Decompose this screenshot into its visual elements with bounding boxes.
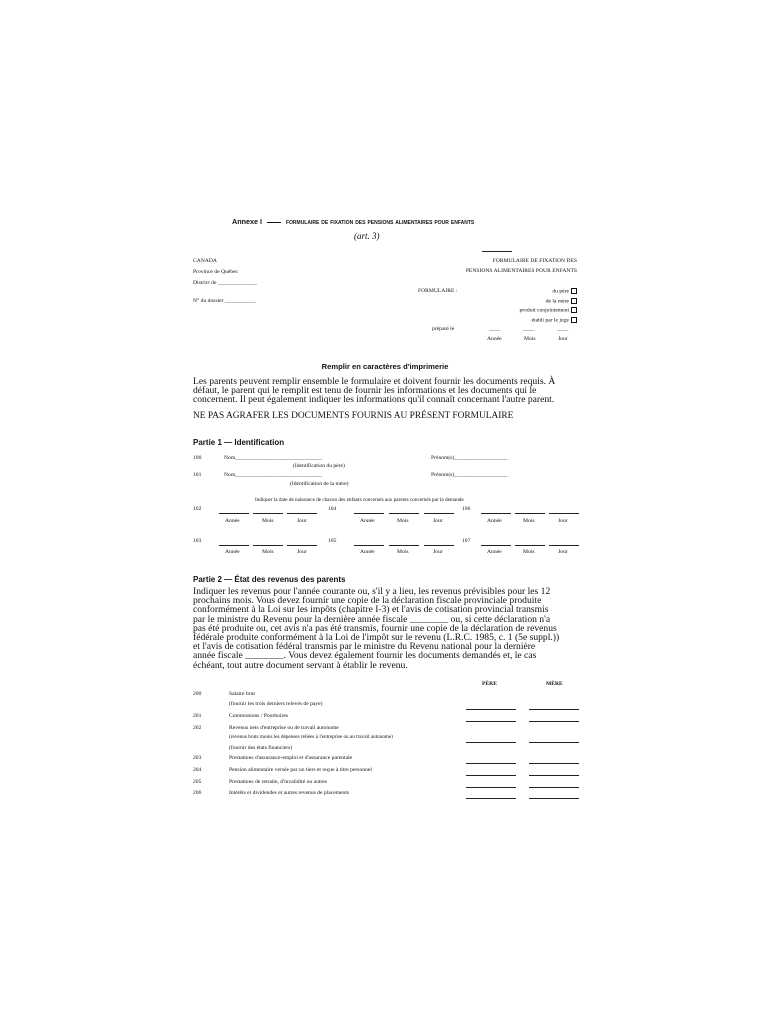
- date-label-year: Année: [225, 518, 240, 524]
- date-label-month: Mois: [523, 549, 535, 555]
- mother-caption: (Identification de la mère): [290, 481, 349, 487]
- income-row-label: (revenus bruts moins les dépenses reliées à l'entreprise ou au travail autonome): [229, 734, 393, 740]
- income-201-father-line[interactable]: [466, 721, 516, 722]
- income-200-father-line[interactable]: [466, 709, 516, 710]
- child3-day-line[interactable]: [549, 513, 579, 514]
- income-202-father-line[interactable]: [466, 742, 516, 743]
- prepared-day-label: Jour: [558, 336, 568, 342]
- part2-line: conformément à la Loi sur les impôts (chapitre I-3) et l'avis de cotisation provincial transmis: [193, 604, 549, 616]
- father-firstname-field[interactable]: Prénom(s)___________________: [431, 455, 508, 461]
- checkbox-icon[interactable]: [571, 307, 577, 313]
- province-label: Province de Québec: [193, 269, 239, 275]
- annex-title: [232, 217, 474, 226]
- code-206: 206: [193, 790, 202, 796]
- part2-line: par le ministre du Revenu pour la dernière année fiscale ________ ou, si cette déclaration n'a: [193, 613, 551, 625]
- country-label: CANADA: [193, 258, 217, 264]
- child5-day-line[interactable]: [424, 545, 454, 546]
- child3-year-line[interactable]: [481, 513, 511, 514]
- income-205-father-line[interactable]: [466, 787, 516, 788]
- checkbox-icon[interactable]: [571, 288, 577, 294]
- income-row-label: Pension alimentaire versée par un tiers et reçue à titre personnel: [229, 767, 372, 773]
- dossier-number-field[interactable]: N° du dossier ___________: [193, 298, 256, 304]
- prepared-day-blank[interactable]: ____: [557, 326, 569, 332]
- code-106: 106: [462, 506, 471, 512]
- code-103: 103: [193, 538, 202, 544]
- part2-line: pas été produite ou, cet avis n'a pas été transmis, fournir une copie de la déclaration de revenus: [193, 622, 557, 634]
- part1-heading: Partie 1 — Identification: [193, 438, 285, 447]
- part2-line: Indiquer les revenus pour l'année courante ou, s'il y a lieu, les revenus prévisibles pour les 12: [193, 586, 551, 597]
- code-202: 202: [193, 725, 202, 731]
- child1-day-line[interactable]: [287, 513, 317, 514]
- income-row-label: Prestations de retraite, d'invalidité ou autres: [229, 779, 327, 785]
- income-206-father-line[interactable]: [466, 798, 516, 799]
- income-row-label: Salaire brut: [229, 691, 255, 697]
- date-label-day: Jour: [433, 549, 443, 555]
- annex-label: Annexe I: [232, 217, 262, 226]
- child4-month-line[interactable]: [253, 545, 283, 546]
- option-father-label: du père: [552, 288, 569, 295]
- date-label-day: Jour: [297, 549, 307, 555]
- instructions-line: concernent. Il peut également indiquer les informations qu'il connaît concernant l'autre parent.: [193, 394, 555, 406]
- date-label-year: Année: [360, 518, 375, 524]
- instructions-heading: Remplir en caractères d'imprimerie: [321, 362, 449, 371]
- mother-firstname-field[interactable]: Prénom(s)___________________: [431, 472, 508, 478]
- header-rule: [482, 251, 512, 252]
- option-joint-label: produit conjointement: [519, 307, 569, 314]
- income-row-label: (fournir les trois derniers relevés de paye): [229, 701, 323, 707]
- child5-month-line[interactable]: [389, 545, 419, 546]
- code-107: 107: [462, 538, 471, 544]
- part2-line: échéant, tout autre document servant à établir le revenu.: [193, 659, 408, 671]
- income-row-label: (fournir des états financiers): [229, 745, 293, 751]
- child6-year-line[interactable]: [481, 545, 511, 546]
- child4-year-line[interactable]: [219, 545, 249, 546]
- formulaire-label: FORMULAIRE :: [418, 288, 458, 294]
- child2-day-line[interactable]: [424, 513, 454, 514]
- child2-month-line[interactable]: [389, 513, 419, 514]
- date-label-year: Année: [487, 518, 502, 524]
- part2-line: année fiscale ________. Vous devez également fournir les documents demandés et, le cas: [193, 650, 537, 662]
- date-label-day: Jour: [558, 549, 568, 555]
- option-judge-label: établi par le juge: [531, 317, 569, 324]
- instructions-text: [193, 377, 577, 405]
- part2-text: [193, 587, 577, 670]
- income-row-label: Intérêts et dividendes et autres revenus de placements: [229, 790, 350, 796]
- date-label-day: Jour: [433, 518, 443, 524]
- option-mother-label: de la mère: [545, 298, 569, 305]
- option-father[interactable]: [552, 288, 577, 294]
- income-202-mother-line[interactable]: [529, 742, 579, 743]
- date-label-month: Mois: [523, 518, 535, 524]
- code-205: 205: [193, 779, 202, 785]
- income-204-father-line[interactable]: [466, 775, 516, 776]
- title-dash: [267, 222, 281, 223]
- date-label-day: Jour: [558, 518, 568, 524]
- column-father: PÈRE: [482, 681, 497, 687]
- income-205-mother-line[interactable]: [529, 787, 579, 788]
- birthdates-instruction: Indiquer la date de naissance de chacun des enfants concernés aux parents concernés par la demande: [255, 497, 464, 503]
- checkbox-icon[interactable]: [571, 298, 577, 304]
- date-label-day: Jour: [297, 518, 307, 524]
- child6-month-line[interactable]: [515, 545, 545, 546]
- form-title: formulaire de fixation des pensions alimentaires pour enfants: [285, 217, 475, 226]
- income-203-mother-line[interactable]: [529, 763, 579, 764]
- father-name-field[interactable]: Nom_______________________________: [224, 455, 322, 461]
- option-judge[interactable]: [532, 317, 577, 323]
- date-label-year: Année: [225, 549, 240, 555]
- no-staple-warning: NE PAS AGRAFER LES DOCUMENTS FOURNIS AU PRÉSENT FORMULAIRE: [193, 411, 514, 421]
- child6-day-line[interactable]: [549, 545, 579, 546]
- income-row-label: Commissions / Pourboires: [229, 713, 289, 719]
- child1-year-line[interactable]: [219, 513, 249, 514]
- checkbox-icon[interactable]: [571, 317, 577, 323]
- father-caption: (Identification du père): [293, 463, 345, 469]
- mother-name-field[interactable]: Nom_______________________________: [224, 472, 322, 478]
- date-label-month: Mois: [262, 549, 274, 555]
- income-203-father-line[interactable]: [466, 763, 516, 764]
- code-203: 203: [193, 755, 202, 761]
- code-105: 105: [328, 538, 337, 544]
- part2-line: prochains mois. Vous devez fournir une copie de la déclaration fiscale provinciale produite: [193, 595, 542, 607]
- child3-month-line[interactable]: [515, 513, 545, 514]
- part2-line: et l'avis de cotisation fédéral transmis par le ministre du Revenu national pour la dernière: [193, 641, 536, 653]
- income-201-mother-line[interactable]: [529, 721, 579, 722]
- prepared-month-blank[interactable]: ____: [523, 326, 535, 332]
- prepared-year-label: Année: [487, 336, 502, 342]
- date-label-year: Année: [487, 549, 502, 555]
- income-200-mother-line[interactable]: [529, 709, 579, 710]
- form-name-line-1: FORMULAIRE DE FIXATION DES: [492, 258, 577, 264]
- code-102: 102: [193, 506, 202, 512]
- form-name-line-2: PENSIONS ALIMENTAIRES POUR ENFANTS: [465, 268, 577, 274]
- child1-month-line[interactable]: [253, 513, 283, 514]
- child4-day-line[interactable]: [287, 545, 317, 546]
- article-ref: (art. 3): [354, 231, 380, 241]
- income-206-mother-line[interactable]: [529, 798, 579, 799]
- income-row-label: Prestations d'assurance-emploi et d'assurance parentale: [229, 755, 353, 761]
- part2-line: fédérale produite conformément à la Loi de l'impôt sur le revenu (L.R.C. 1985, c. 1 (5e suppl.)): [193, 632, 560, 644]
- child5-year-line[interactable]: [354, 545, 384, 546]
- instructions-line: défaut, le parent qui le remplit est tenu de fournir les informations et les documents qui le: [193, 385, 537, 397]
- column-mother: MÈRE: [546, 681, 563, 687]
- district-field[interactable]: District de ______________: [193, 280, 258, 286]
- code-201: 201: [193, 713, 202, 719]
- code-100: 100: [193, 455, 202, 461]
- income-204-mother-line[interactable]: [529, 775, 579, 776]
- date-label-month: Mois: [397, 518, 409, 524]
- income-row-label: Revenus nets d'entreprise ou de travail autonome: [229, 725, 339, 731]
- code-204: 204: [193, 767, 202, 773]
- prepared-label: préparé le: [432, 326, 455, 332]
- option-mother[interactable]: [546, 298, 577, 304]
- instructions-line: Les parents peuvent remplir ensemble le formulaire et doivent fournir les documents requis. À: [193, 376, 556, 387]
- date-label-year: Année: [360, 549, 375, 555]
- date-label-month: Mois: [262, 518, 274, 524]
- option-joint[interactable]: [519, 307, 577, 313]
- code-104: 104: [328, 506, 337, 512]
- part2-heading: Partie 2 — État des revenus des parents: [193, 575, 346, 584]
- code-200: 200: [193, 691, 202, 697]
- prepared-year-blank[interactable]: ____: [489, 326, 501, 332]
- child2-year-line[interactable]: [354, 513, 384, 514]
- code-101: 101: [193, 472, 202, 478]
- prepared-month-label: Mois: [524, 336, 536, 342]
- date-label-month: Mois: [397, 549, 409, 555]
